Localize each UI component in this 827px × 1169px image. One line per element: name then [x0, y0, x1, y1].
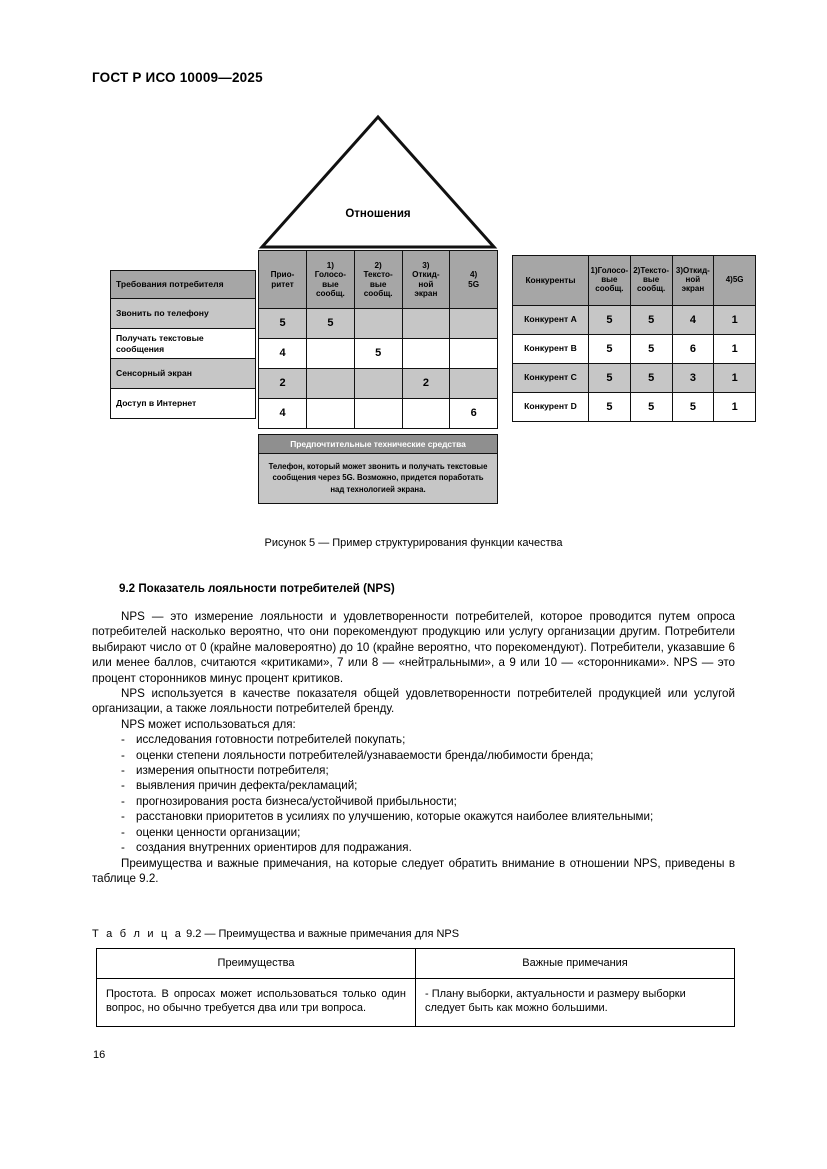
matrix-row — [259, 399, 498, 429]
list-dash: - — [121, 794, 125, 808]
table-caption-label: Т а б л и ц а — [92, 928, 184, 940]
paragraph: NPS может использоваться для: — [121, 717, 296, 731]
list-dash: - — [121, 841, 125, 855]
matrix-cell — [450, 369, 498, 399]
matrix-cell: 2 — [259, 369, 307, 399]
matrix-row — [259, 369, 498, 399]
roof-label: Отношения — [345, 208, 411, 220]
figure-caption: Рисунок 5 — Пример структурирования функции качества — [264, 537, 563, 549]
competitor-cell: 5 — [589, 393, 631, 422]
page-number: 16 — [93, 1049, 106, 1061]
customer-requirements-table — [110, 270, 256, 419]
competitor-row — [513, 393, 756, 422]
list-item-label: оценки степени лояльности потребителей/узнаваемости бренда/любимости бренда; — [136, 748, 594, 762]
table-column-header: Важные примечания — [416, 949, 735, 979]
competitors-col-number: 1) — [590, 266, 598, 276]
competitors-title-header: Конкуренты — [513, 256, 589, 306]
competitor-cell: 5 — [589, 335, 631, 364]
competitor-cell: 5 — [630, 335, 672, 364]
matrix-col-header — [354, 251, 402, 309]
competitor-row — [513, 335, 756, 364]
paragraph-closing: Преимущества и важные примечания, на которые следует обратить внимание в отношении NPS, приведены в таблице 9.2. — [92, 856, 735, 885]
competitors-col-header — [714, 256, 756, 306]
matrix-cell — [307, 369, 355, 399]
matrix-col-name: Голосо- вые сообщ. — [314, 270, 347, 298]
page-header: ГОСТ Р ИСО 10009—2025 — [92, 70, 263, 85]
list-item — [92, 763, 735, 778]
competitor-cell: 5 — [630, 393, 672, 422]
list-item — [92, 748, 735, 763]
table-caption — [92, 928, 459, 940]
competitors-col-name: 5G — [732, 275, 744, 285]
table-column-header: Преимущества — [97, 949, 416, 979]
matrix-col-number: 3) — [422, 261, 430, 271]
matrix-col-name: 5G — [468, 279, 480, 289]
matrix-row — [259, 339, 498, 369]
table-cell-advantages: Простота. В опросах может использоваться только один вопрос, но обычно требуется два или три вопроса. — [97, 978, 416, 1026]
matrix-col-name: Прио- ритет — [270, 270, 295, 289]
matrix-cell — [307, 339, 355, 369]
matrix-col-header — [307, 251, 355, 309]
competitor-cell: 5 — [630, 306, 672, 335]
matrix-col-header — [259, 251, 307, 309]
relationship-matrix-table — [258, 250, 498, 429]
list-item-label: выявления причин дефекта/рекламаций; — [136, 779, 358, 793]
matrix-col-number: 2) — [374, 261, 382, 271]
list-item-label: создания внутренних ориентиров для подражания. — [136, 841, 412, 855]
matrix-col-header — [450, 251, 498, 309]
requirement-row: Звонить по телефону — [111, 299, 256, 329]
competitor-cell: 3 — [672, 364, 714, 393]
list-item-label: измерения опытности потребителя; — [136, 764, 329, 778]
matrix-col-name: Откид- ной экран — [412, 270, 440, 298]
competitor-cell: 1 — [714, 393, 756, 422]
matrix-cell — [354, 369, 402, 399]
list-dash: - — [121, 825, 125, 839]
matrix-col-number: 1) — [326, 261, 335, 271]
requirements-header: Требования потребителя — [111, 271, 256, 299]
table-header-row — [97, 949, 735, 979]
matrix-cell: 5 — [307, 309, 355, 339]
section-heading: 9.2 Показатель лояльности потребителей (NPS) — [119, 582, 395, 595]
matrix-cell: 4 — [259, 339, 307, 369]
list-item-label: оценки ценности организации; — [136, 825, 301, 839]
competitor-cell: 5 — [589, 306, 631, 335]
competitor-cell: 5 — [589, 364, 631, 393]
matrix-cell — [307, 399, 355, 429]
matrix-cell — [450, 339, 498, 369]
matrix-cell: 4 — [259, 399, 307, 429]
preferred-body: Телефон, который может звонить и получать текстовые сообщения через 5G. Возможно, придется поработать над технологией экрана. — [268, 462, 488, 494]
matrix-cell: 5 — [259, 309, 307, 339]
competitors-col-number: 3) — [675, 266, 684, 276]
list-item — [92, 794, 735, 809]
section-body — [92, 582, 735, 886]
competitor-row — [513, 364, 756, 393]
competitors-col-header — [589, 256, 631, 306]
house-roof-triangle — [258, 113, 498, 251]
matrix-cell — [354, 309, 402, 339]
competitor-label: Конкурент B — [513, 335, 589, 364]
competitors-col-name: Голосо- вые сообщ. — [595, 266, 629, 293]
matrix-col-number: 4) — [469, 270, 478, 280]
matrix-cell — [354, 399, 402, 429]
matrix-col-name: Тексто- вые сообщ. — [363, 270, 393, 298]
matrix-cell — [450, 309, 498, 339]
competitors-col-name: Откид- ной экран — [681, 266, 710, 293]
competitors-col-number: 4) — [725, 275, 733, 285]
nps-usage-list — [92, 732, 735, 855]
competitors-col-number: 2) — [633, 266, 641, 276]
matrix-cell — [402, 309, 450, 339]
competitors-col-header — [672, 256, 714, 306]
competitors-col-header — [630, 256, 672, 306]
competitor-label: Конкурент A — [513, 306, 589, 335]
list-item — [92, 840, 735, 855]
matrix-col-header — [402, 251, 450, 309]
list-item — [92, 778, 735, 793]
table-row — [97, 978, 735, 1026]
list-item-label: расстановки приоритетов в усилиях по улучшению, которые окажутся наиболее влиятельными; — [136, 810, 654, 824]
list-item-label: исследования готовности потребителей покупать; — [136, 733, 406, 747]
matrix-cell — [402, 339, 450, 369]
competitor-label: Конкурент C — [513, 364, 589, 393]
matrix-cell: 2 — [402, 369, 450, 399]
competitors-col-name: Тексто- вые сообщ. — [637, 266, 670, 293]
list-dash: - — [121, 810, 125, 824]
competitor-cell: 5 — [672, 393, 714, 422]
matrix-row — [259, 309, 498, 339]
requirement-row: Сенсорный экран — [111, 359, 256, 389]
competitor-cell: 1 — [714, 335, 756, 364]
table-caption-text: 9.2 — Преимущества и важные примечания для NPS — [186, 928, 460, 940]
competitor-label: Конкурент D — [513, 393, 589, 422]
list-item-label: прогнозирования роста бизнеса/устойчивой прибыльности; — [136, 794, 457, 808]
competitor-cell: 5 — [630, 364, 672, 393]
competitors-table — [512, 255, 756, 422]
table-cell-notes: - Плану выборки, актуальности и размеру выборки следует быть как можно большими. — [416, 978, 735, 1026]
list-item — [92, 809, 735, 824]
requirement-row: Получать текстовые сообщения — [111, 329, 256, 359]
matrix-header-row — [259, 251, 498, 309]
list-dash: - — [121, 764, 125, 778]
figure-qfd-house-of-quality — [0, 105, 827, 550]
list-dash: - — [121, 733, 125, 747]
competitor-cell: 6 — [672, 335, 714, 364]
list-dash: - — [121, 748, 125, 762]
matrix-cell: 5 — [354, 339, 402, 369]
list-dash: - — [121, 779, 125, 793]
paragraph: NPS используется в качестве показателя общей удовлетворенности потребителей продукцией или услугой организации, а также лояльности потребителей бренду. — [92, 687, 735, 716]
competitors-header-row — [513, 256, 756, 306]
list-item — [92, 732, 735, 747]
table-9-2 — [96, 948, 735, 1027]
competitor-cell: 4 — [672, 306, 714, 335]
list-item — [92, 825, 735, 840]
matrix-cell — [402, 399, 450, 429]
paragraph: NPS — это измерение лояльности и удовлетворенности потребителей, которое проводится путем опроса потребителей насколько вероятно, что они порекомендуют продукцию или услугу организации другим. Потребители выбирают число от 0 (крайне маловероятно) до 10 (крайне вероятно, что порекомендуют). Потребители, указавшие 6 или менее баллов, считаются «критиками», 7 или 8 — «нейтральными», а 9 или 10 — «сторонниками». NPS — это процент сторонников минус процент критиков. — [92, 610, 735, 685]
preferred-technical-means-box — [258, 434, 498, 504]
competitor-cell: 1 — [714, 364, 756, 393]
requirement-row: Доступ в Интернет — [111, 389, 256, 419]
competitor-row — [513, 306, 756, 335]
matrix-cell: 6 — [450, 399, 498, 429]
preferred-title: Предпочтительные технические средства — [259, 435, 497, 454]
competitor-cell: 1 — [714, 306, 756, 335]
